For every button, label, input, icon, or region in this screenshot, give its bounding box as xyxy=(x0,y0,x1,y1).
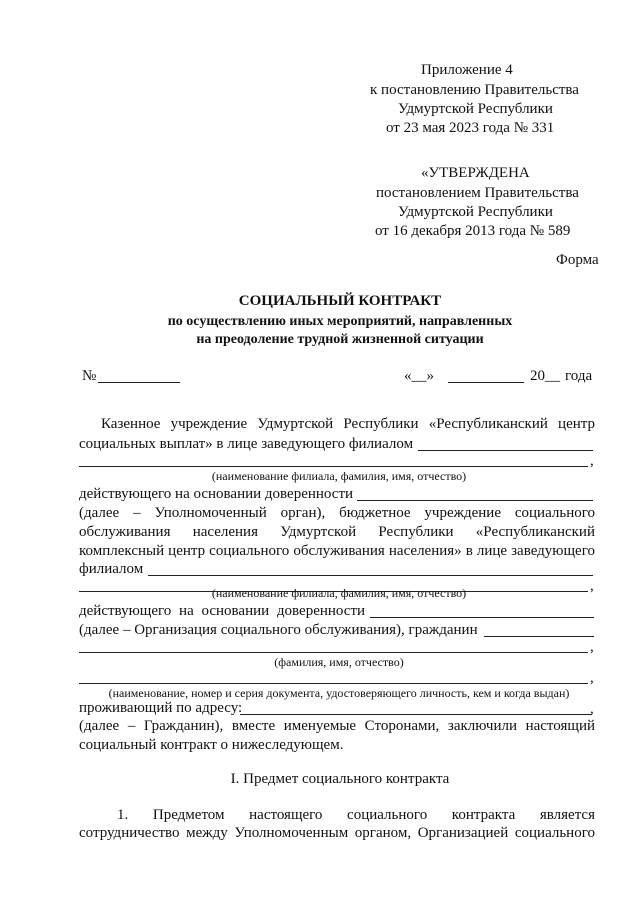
document-subtitle-2: на преодоление трудной жизненной ситуации xyxy=(196,332,484,347)
comma-1: , xyxy=(590,453,594,469)
identity-document-blank xyxy=(79,683,588,684)
approved-reference: постановлением Правительства xyxy=(376,185,579,201)
section-1-heading: I. Предмет социального контракта xyxy=(230,771,450,787)
contract-month-blank xyxy=(448,382,524,383)
paragraph-4-line-3: социальный контракт о нижеследующем. xyxy=(79,737,344,753)
comma-4: , xyxy=(590,670,594,686)
organization-head-blank xyxy=(148,575,593,576)
comma-3: , xyxy=(590,639,594,655)
branch-head-blank xyxy=(418,450,593,451)
paragraph-3-line-1: действующего на основании доверенности xyxy=(79,603,366,619)
contract-number-sign: № xyxy=(82,368,97,384)
paragraph-2-line-4: комплексный центр социального обслуживания населения» в лице заведующего xyxy=(79,543,595,559)
caption-branch-1: (наименование филиала, фамилия, имя, отчество) xyxy=(211,469,467,483)
approved-date: от 16 декабря 2013 года № 589 xyxy=(375,223,571,239)
contract-day: «__» xyxy=(404,368,434,384)
paragraph-4-line-2: (далее – Гражданин), вместе именуемые Сторонами, заключили настоящий xyxy=(79,718,595,734)
appendix-reference: к постановлению Правительства xyxy=(370,82,579,98)
citizen-name-blank-1 xyxy=(484,636,594,637)
approved-republic: Удмуртской Республики xyxy=(398,204,553,220)
address-blank xyxy=(240,714,592,715)
organization-doc-blank xyxy=(370,617,594,618)
comma-5: , xyxy=(590,701,594,717)
authority-doc-blank xyxy=(357,500,593,501)
contract-year-word: года xyxy=(565,368,593,384)
paragraph-3-line-2: (далее – Организация социального обслуживания), гражданин xyxy=(79,622,478,638)
appendix-date: от 23 мая 2023 года № 331 xyxy=(386,120,555,136)
caption-branch-2: (наименование филиала, фамилия, имя, отчество) xyxy=(211,586,467,600)
caption-full-name: (фамилия, имя, отчество) xyxy=(274,655,404,669)
paragraph-2-line-5: филиалом xyxy=(79,561,144,577)
caption-identity-document: (наименование, номер и серия документа, удостоверяющего личность, кем и когда выдан) xyxy=(108,686,570,700)
appendix-republic: Удмуртской Республики xyxy=(398,101,553,117)
citizen-name-blank-2 xyxy=(79,652,588,653)
approved-title: «УТВЕРЖДЕНА xyxy=(421,165,530,181)
document-title: СОЦИАЛЬНЫЙ КОНТРАКТ xyxy=(238,293,442,309)
paragraph-1-line-1: Казенное учреждение Удмуртской Республики «Республиканский центр xyxy=(101,416,595,432)
branch-name-blank xyxy=(79,466,588,467)
comma-2: , xyxy=(590,578,594,594)
section-1-line-2: сотрудничество между Уполномоченным органом, Организацией социального xyxy=(79,825,595,841)
section-1-line-1: 1. Предметом настоящего социального контракта является xyxy=(117,807,595,823)
paragraph-4-line-1: проживающий по адресу: xyxy=(79,700,243,716)
contract-year: 20__ xyxy=(530,368,560,384)
paragraph-2-line-2: (далее – Уполномоченный орган), бюджетное учреждение социального xyxy=(79,505,595,521)
form-label: Форма xyxy=(556,252,599,268)
paragraph-2-line-1: действующего на основании доверенности xyxy=(79,486,354,502)
contract-number-blank xyxy=(98,382,180,383)
appendix-number: Приложение 4 xyxy=(421,62,513,78)
paragraph-2-line-3: обслуживания населения Удмуртской Республики «Республиканский xyxy=(79,524,595,540)
document-subtitle-1: по осуществлению иных мероприятий, направленных xyxy=(167,314,513,329)
paragraph-1-line-2: социальных выплат» в лице заведующего филиалом xyxy=(79,436,414,452)
